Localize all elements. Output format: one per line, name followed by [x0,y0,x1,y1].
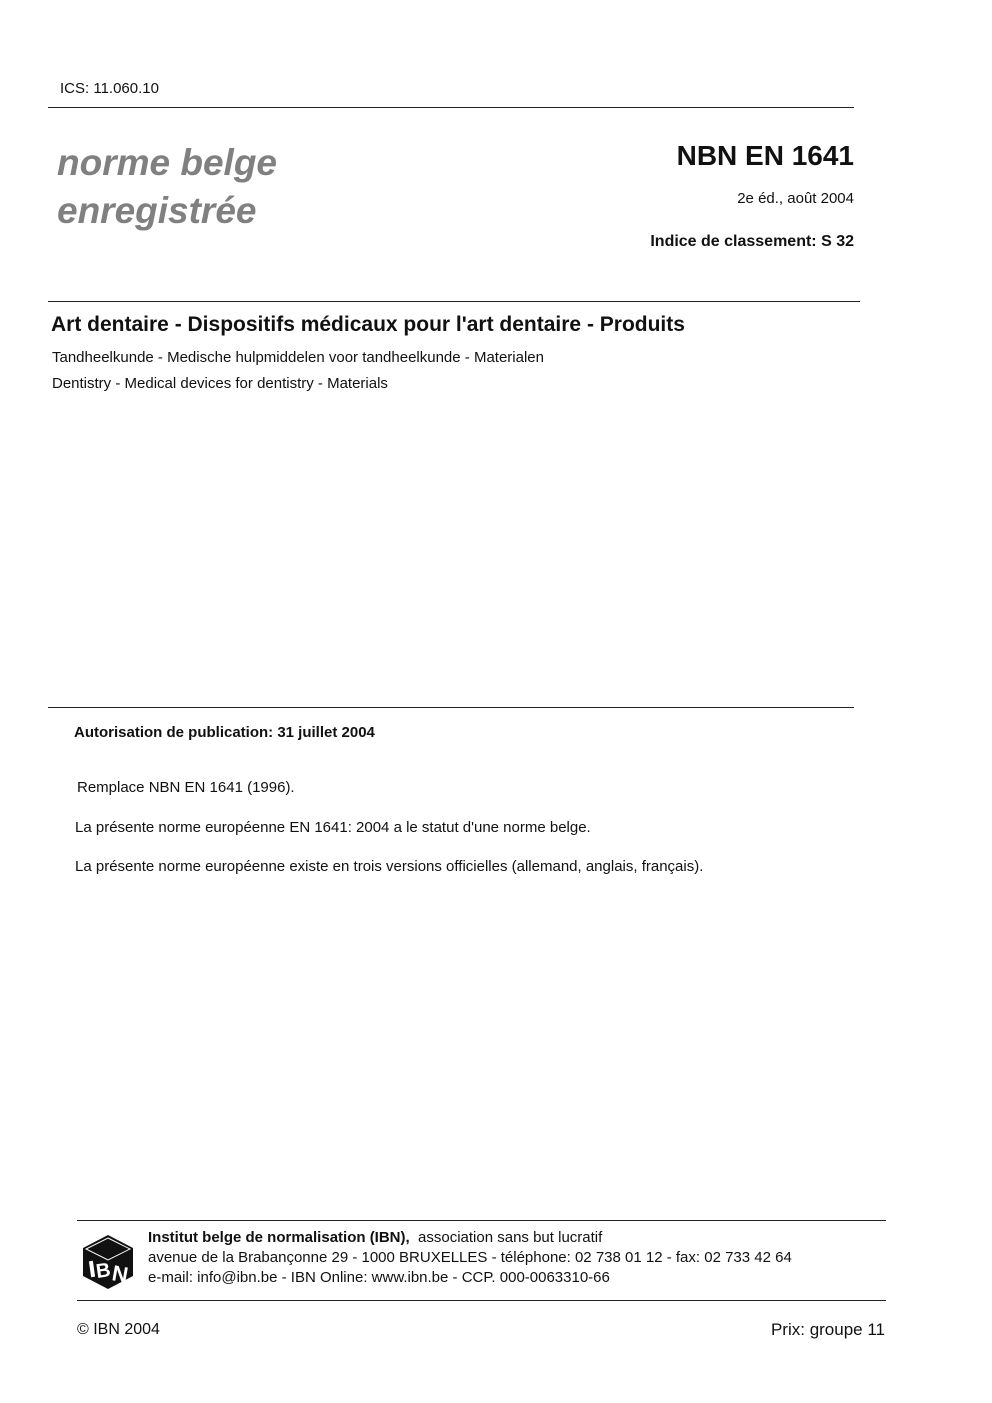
brand-line-1: norme belge [57,142,277,183]
ics-code: ICS: 11.060.10 [60,80,159,97]
header-rule [48,107,854,108]
institute-line [148,1229,602,1246]
classification-index: Indice de classement: S 32 [650,233,854,250]
institute-name: Institut belge de normalisation (IBN), [148,1229,410,1246]
title-rule [48,301,860,302]
institute-address: avenue de la Brabançonne 29 - 1000 BRUXELLES - téléphone: 02 738 01 12 - fax: 02 733 42 64 [148,1249,792,1266]
svg-text:B: B [94,1259,113,1283]
footer-bottom-rule [77,1300,886,1301]
title-dutch: Tandheelkunde - Medische hulpmiddelen voor tandheelkunde - Materialen [52,349,544,366]
publication-authorisation: Autorisation de publication: 31 juillet 2004 [74,724,375,741]
versions-note: La présente norme européenne existe en trois versions officielles (allemand, anglais, français). [75,858,704,875]
standard-number: NBN EN 1641 [676,140,854,171]
publication-rule [48,707,854,708]
copyright: © IBN 2004 [77,1321,160,1338]
title-english: Dentistry - Medical devices for dentistry - Materials [52,375,388,392]
institute-description: association sans but lucratif [418,1229,603,1246]
title-french: Art dentaire - Dispositifs médicaux pour l'art dentaire - Produits [51,313,685,336]
brand-line-2: enregistrée [57,190,257,231]
price-group: Prix: groupe 11 [770,1320,885,1339]
status-note: La présente norme européenne EN 1641: 2004 a le statut d'une norme belge. [75,819,591,836]
svg-text:N: N [110,1260,131,1288]
footer-top-rule [77,1220,886,1221]
institute-contact: e-mail: info@ibn.be - IBN Online: www.ibn.be - CCP. 000-0063310-66 [148,1269,610,1286]
edition-date: 2e éd., août 2004 [737,190,854,207]
ibn-logo-icon [82,1234,134,1290]
replaces-note: Remplace NBN EN 1641 (1996). [77,779,295,796]
